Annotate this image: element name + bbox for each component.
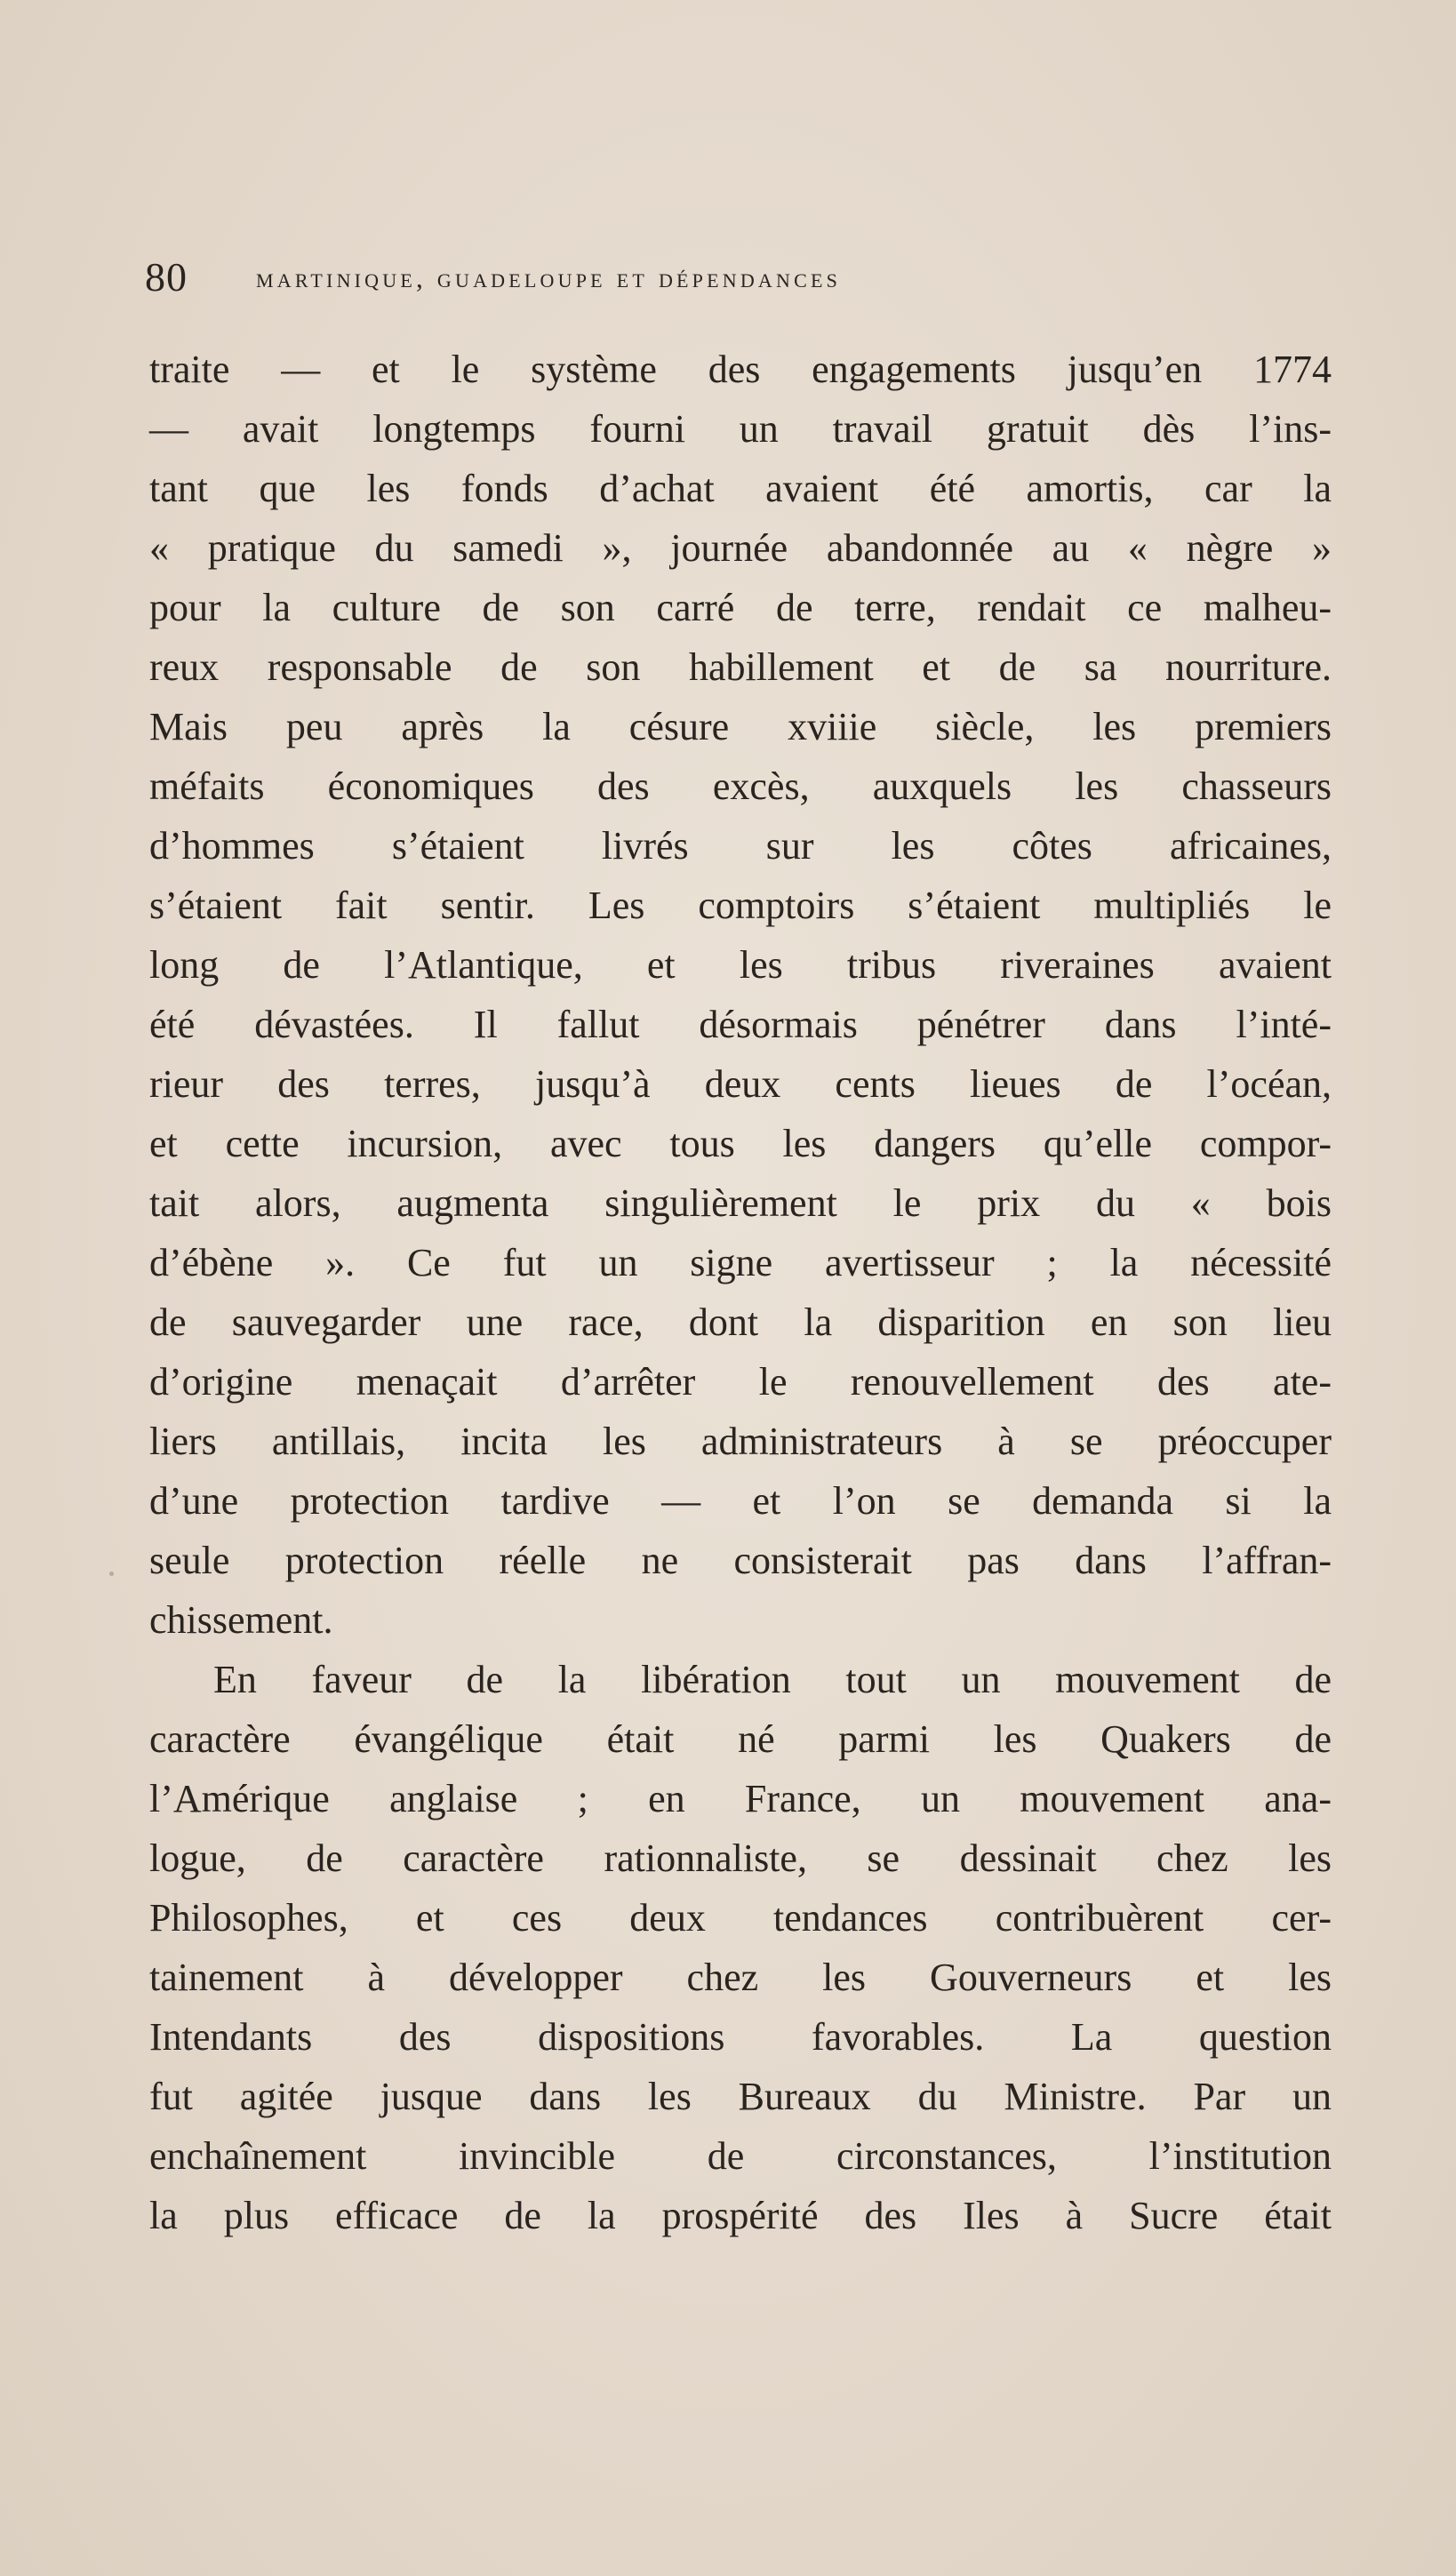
text-line: liers antillais, incita les administrateurs à se préoccuper (149, 1420, 1332, 1463)
text-line: rieur des terres, jusqu’à deux cents lieues de l’océan, (149, 1062, 1332, 1106)
running-head (145, 251, 1327, 304)
text-line: s’étaient fait sentir. Les comptoirs s’étaient multipliés le (149, 884, 1332, 927)
text-line: tait alors, augmenta singulièrement le prix du « bois (149, 1181, 1332, 1225)
text-line: Mais peu après la césure xviiie siècle, les premiers (149, 705, 1332, 748)
text-line: d’hommes s’étaient livrés sur les côtes africaines, (149, 824, 1332, 868)
text-line: enchaînement invincible de circonstances, l’institution (149, 2134, 1332, 2178)
text-line: long de l’Atlantique, et les tribus riveraines avaient (149, 943, 1332, 987)
text-line: d’origine menaçait d’arrêter le renouvellement des ate- (149, 1360, 1332, 1404)
text-line: « pratique du samedi », journée abandonnée au « nègre » (149, 526, 1332, 570)
text-line: traite — et le système des engagements jusqu’en 1774 (149, 348, 1332, 391)
running-title: martinique, guadeloupe et dépendances (256, 262, 842, 293)
text-line: la plus efficace de la prospérité des Iles à Sucre était (149, 2194, 1332, 2237)
text-line: seule protection réelle ne consisterait pas dans l’affran- (149, 1539, 1332, 1582)
text-line: été dévastées. Il fallut désormais pénétrer dans l’inté- (149, 1003, 1332, 1046)
text-line: — avait longtemps fourni un travail gratuit dès l’ins- (149, 407, 1332, 451)
text-line: méfaits économiques des excès, auxquels les chasseurs (149, 764, 1332, 808)
text-line: pour la culture de son carré de terre, rendait ce malheu- (149, 586, 1332, 629)
text-line: fut agitée jusque dans les Bureaux du Ministre. Par un (149, 2075, 1332, 2118)
text-line-paragraph-end: chissement. (149, 1598, 333, 1642)
text-line: logue, de caractère rationnaliste, se dessinait chez les (149, 1836, 1332, 1880)
text-line: reux responsable de son habillement et de sa nourriture. (149, 645, 1332, 689)
body-text (149, 340, 1332, 2245)
text-line: d’ébène ». Ce fut un signe avertisseur ; la nécessité (149, 1241, 1332, 1284)
text-line: de sauvegarder une race, dont la disparition en son lieu (149, 1300, 1332, 1344)
text-line: Intendants des dispositions favorables. La question (149, 2015, 1332, 2059)
text-line: et cette incursion, avec tous les dangers qu’elle compor- (149, 1122, 1332, 1165)
paper-speck (109, 1572, 114, 1576)
text-line: l’Amérique anglaise ; en France, un mouvement ana- (149, 1777, 1332, 1820)
text-line: tant que les fonds d’achat avaient été amortis, car la (149, 467, 1332, 510)
text-line: tainement à développer chez les Gouverneurs et les (149, 1956, 1332, 1999)
text-line-paragraph-start: En faveur de la libération tout un mouvement de (213, 1658, 1332, 1701)
page-number: 80 (145, 254, 188, 300)
text-line: d’une protection tardive — et l’on se demanda si la (149, 1479, 1332, 1523)
text-line: Philosophes, et ces deux tendances contribuèrent cer- (149, 1896, 1332, 1940)
text-line: caractère évangélique était né parmi les Quakers de (149, 1717, 1332, 1761)
